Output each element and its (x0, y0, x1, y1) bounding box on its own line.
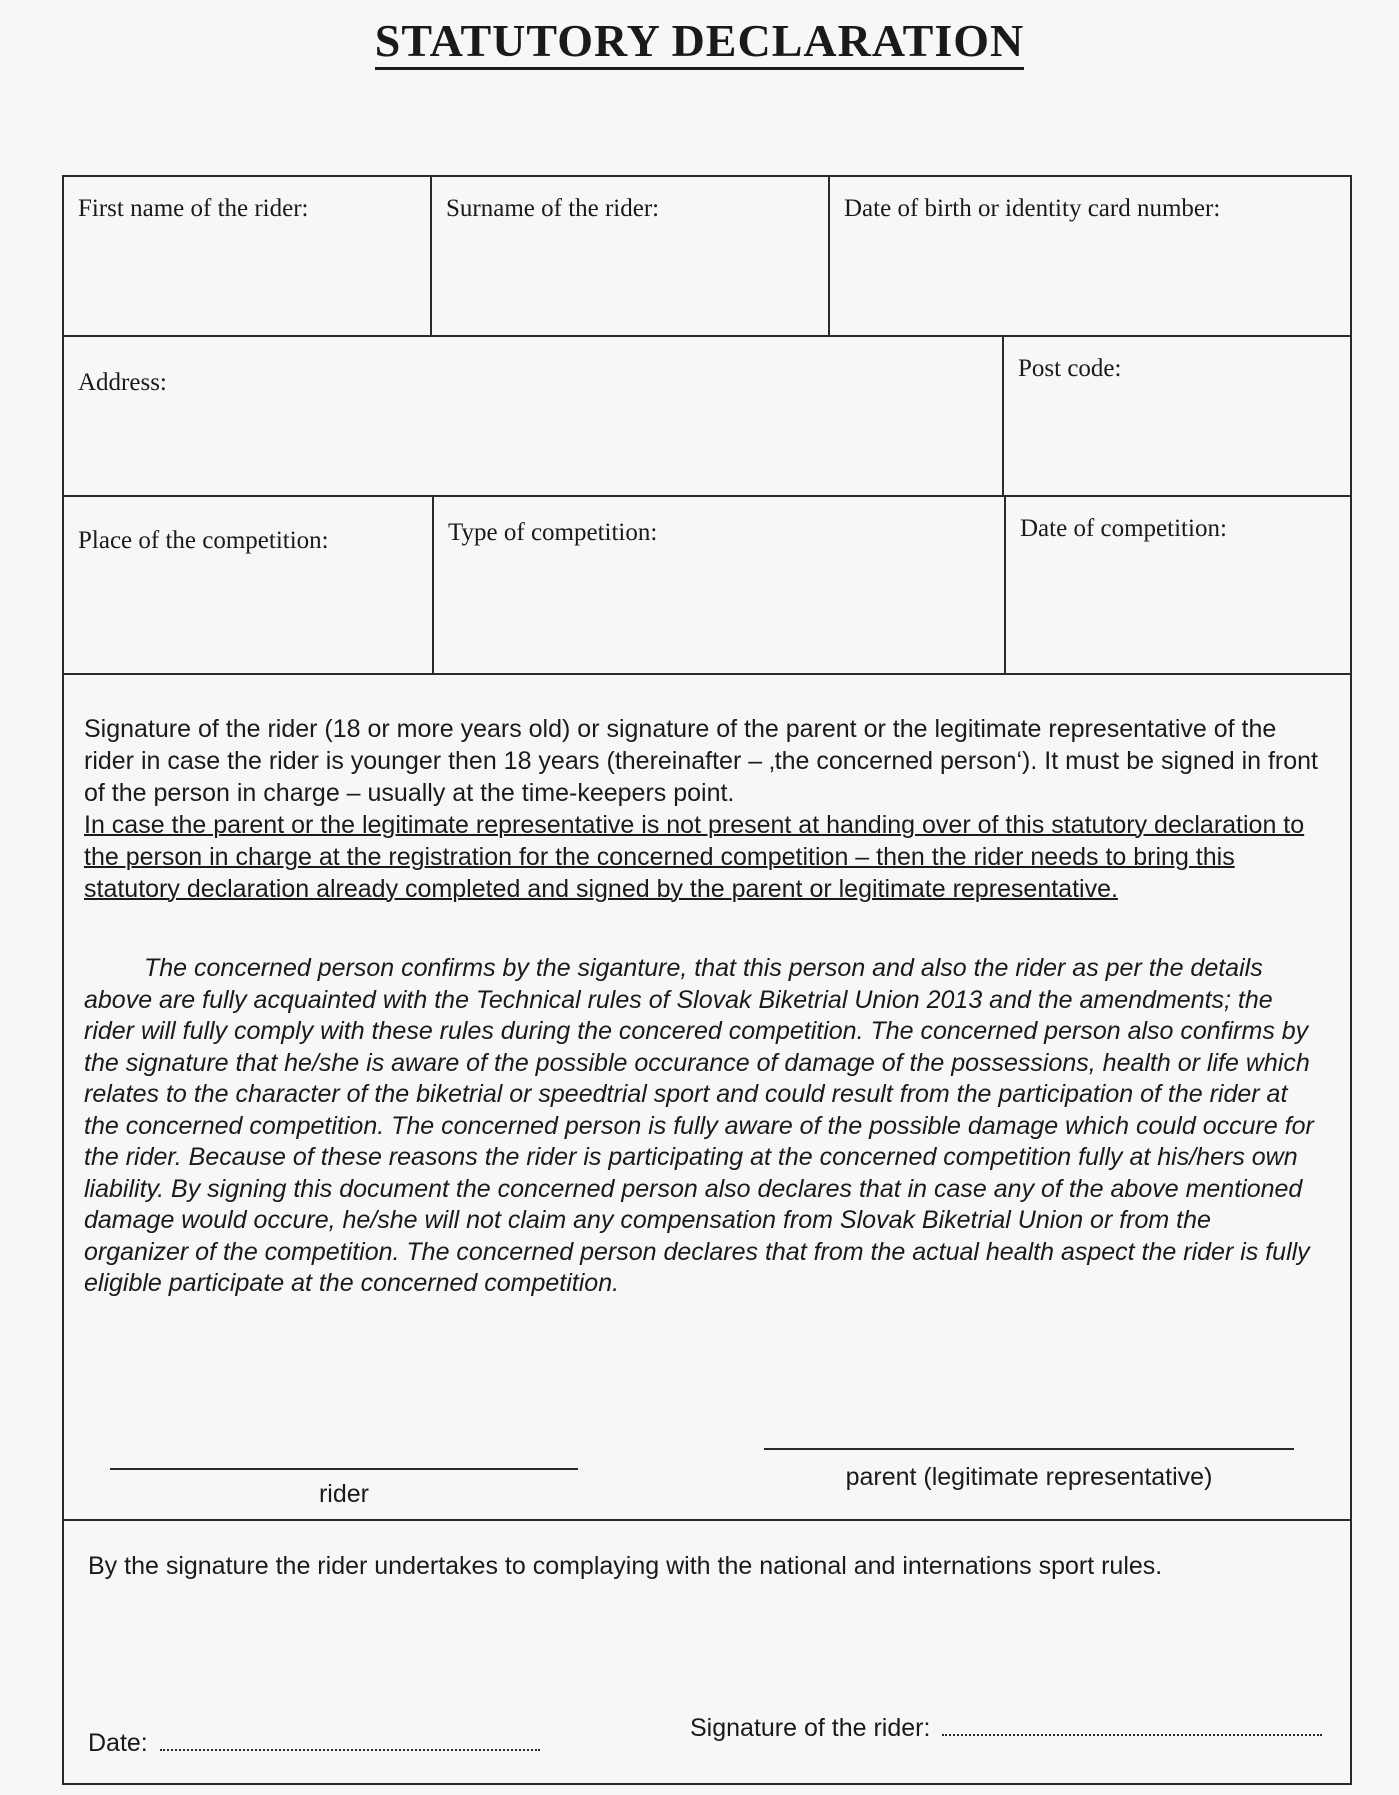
declaration-form (62, 175, 1352, 1785)
rider-identity-row (64, 177, 1350, 337)
post-code-label: Post code: (1018, 355, 1122, 382)
surname-field[interactable] (432, 177, 830, 335)
surname-label: Surname of the rider: (446, 195, 660, 222)
type-label: Type of competition: (448, 519, 658, 546)
declaration-intro (84, 713, 1320, 905)
first-name-field[interactable] (64, 177, 432, 335)
address-row (64, 337, 1350, 497)
rider-signature-line[interactable] (110, 1468, 578, 1470)
address-field[interactable] (64, 337, 1004, 495)
undertaking-text: By the signature the rider undertakes to complaying with the national and internations sport rules. (88, 1552, 1163, 1580)
date-of-competition-label: Date of competition: (1020, 515, 1227, 542)
dob-label: Date of birth or identity card number: (844, 195, 1221, 222)
declaration-body: The concerned person confirms by the siganture, that this person and also the rider as per the details above are fully acquainted with the Technical rules of Slovak Biketrial Union 2013 and the amendments; the rider will fully comply with these rules during the concered competition. The concerned person also confirms by the signature that he/she is aware of the possible occurance of damage of the possessions, health or life which relates to the character of the biketrial or speedtrial sport and could result from the participation of the rider at the concerned competition. The concerned person is fully aware of the possible damage which could occure for the rider. Because of these reasons the rider is participating at the concerned competition fully at his/hers own liability. By signing this document the concerned person also declares that in case any of the above mentioned damage would occure, he/she will not claim any compensation from Slovak Biketrial Union or from the organizer of the competition. The concerned person declares that from the actual health aspect the rider is fully eligible participate at the concerned competition. (84, 954, 1314, 1297)
declaration-underlined-text: In case the parent or the legitimate representative is not present at handing over of this statutory declaration to the person in charge at the registration for the concerned competition – then the rider needs to bring this statutory declaration already completed and signed by the parent or legitimate representative. (84, 811, 1305, 903)
competition-row (64, 497, 1350, 675)
rider-signature-field-label: Signature of the rider: (690, 1714, 931, 1742)
rider-signature-label: rider (318, 1480, 369, 1508)
document-title (0, 14, 1399, 67)
place-field[interactable] (64, 497, 434, 673)
type-field[interactable] (434, 497, 1006, 673)
declaration-section (64, 675, 1350, 1521)
address-label: Address: (78, 369, 167, 396)
date-label: Date: (88, 1729, 148, 1757)
date-signature-field[interactable] (88, 1729, 540, 1758)
parent-signature-label: parent (legitimate representative) (845, 1463, 1213, 1491)
place-label: Place of the competition: (78, 527, 329, 554)
parent-signature-line[interactable] (764, 1448, 1294, 1450)
rider-signature-field[interactable] (690, 1714, 1322, 1743)
declaration-intro-text: Signature of the rider (18 or more years old) or signature of the parent or the legitimate representative of the rider in case the rider is younger then 18 years (thereinafter – ‚the concerned person‘). It must be signed in front of the person in charge – usually at the time-keepers point. (84, 715, 1318, 807)
post-code-field[interactable] (1004, 337, 1350, 495)
document-title-text: STATUTORY DECLARATION (375, 15, 1024, 70)
date-dotted-line[interactable] (160, 1737, 540, 1751)
rider-signature-dotted-line[interactable] (942, 1722, 1322, 1736)
first-name-label: First name of the rider: (78, 195, 309, 222)
date-of-competition-field[interactable] (1006, 497, 1350, 673)
dob-field[interactable] (830, 177, 1350, 335)
